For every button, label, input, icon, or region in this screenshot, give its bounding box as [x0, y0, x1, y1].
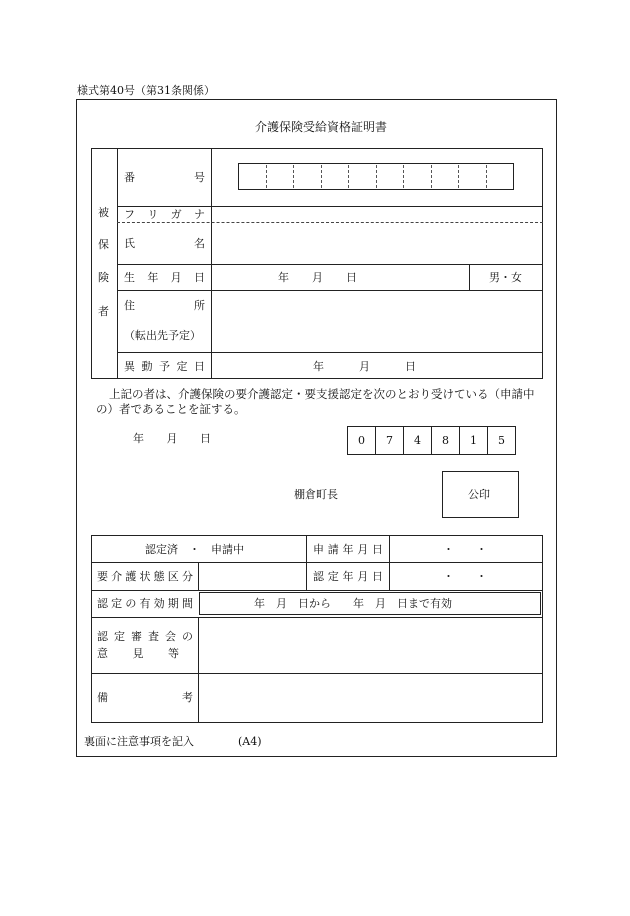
insured-side-label-3: 険 — [98, 271, 109, 284]
insured-side-label-1: 被 — [98, 206, 109, 219]
certification-text-line-2: の）者であることを証する。 — [96, 402, 246, 416]
remarks-field[interactable] — [199, 674, 541, 722]
code-digit-2: 7 — [375, 426, 404, 455]
paper-size: (A4) — [238, 735, 262, 748]
gender-field[interactable]: 男・女 — [489, 271, 522, 284]
furigana-field[interactable] — [212, 207, 542, 221]
birth-date-label: 生 年 月 日 — [124, 271, 205, 284]
application-date-label: 申 請 年 月 日 — [313, 543, 383, 556]
certification-date-label: 認 定 年 月 日 — [313, 570, 383, 583]
transfer-date-field[interactable]: 年 月 日 — [313, 360, 416, 373]
name-field[interactable] — [212, 223, 542, 263]
name-label: 氏 名 — [124, 237, 205, 250]
address-label: 住 所 — [124, 299, 205, 312]
certification-date-field[interactable]: ・ ・ — [443, 570, 487, 583]
application-date-field[interactable]: ・ ・ — [443, 543, 487, 556]
care-level-label: 要 介 護 状 態 区 分 — [97, 570, 193, 583]
code-digit-6: 5 — [487, 426, 516, 455]
remarks-label: 備 考 — [97, 691, 193, 704]
number-label: 番 号 — [124, 171, 205, 184]
care-level-field[interactable] — [199, 563, 305, 589]
committee-opinion-label-line-1: 認 定 審 査 会 の — [97, 630, 193, 643]
certification-date[interactable]: 年 月 日 — [133, 432, 211, 445]
code-digit-3: 4 — [403, 426, 432, 455]
official-seal-label: 公印 — [468, 488, 490, 501]
valid-period-value: 年 月 日から 年 月 日まで有効 — [254, 597, 452, 610]
issuer-name: 棚倉町長 — [294, 488, 338, 501]
form-number: 様式第40号（第31条関係） — [77, 84, 215, 97]
birth-date-field[interactable]: 年 月 日 — [278, 271, 357, 284]
committee-opinion-field[interactable] — [199, 618, 541, 672]
code-digit-4: 8 — [431, 426, 460, 455]
insured-side-label-4: 者 — [98, 305, 109, 318]
valid-period-label: 認 定 の 有 効 期 間 — [97, 597, 193, 610]
status-options[interactable]: 認定済 ・ 申請中 — [145, 543, 244, 556]
code-digit-5: 1 — [459, 426, 488, 455]
committee-opinion-label-line-2: 意 見 等 — [97, 647, 179, 660]
certification-text-line-1: 上記の者は、介護保険の要介護認定・要支援認定を次のとおり受けている（申請中 — [109, 387, 535, 401]
footer-note: 裏面に注意事項を記入 — [84, 735, 194, 748]
code-digit-1: 0 — [347, 426, 376, 455]
address-note: （転出先予定） — [124, 329, 201, 342]
insured-side-label-2: 保 — [98, 238, 109, 251]
furigana-label: フ リ ガ ナ — [124, 208, 205, 221]
form-title: 介護保険受給資格証明書 — [255, 120, 388, 134]
transfer-date-label: 異 動 予 定 日 — [124, 360, 205, 373]
address-field[interactable] — [212, 291, 542, 351]
